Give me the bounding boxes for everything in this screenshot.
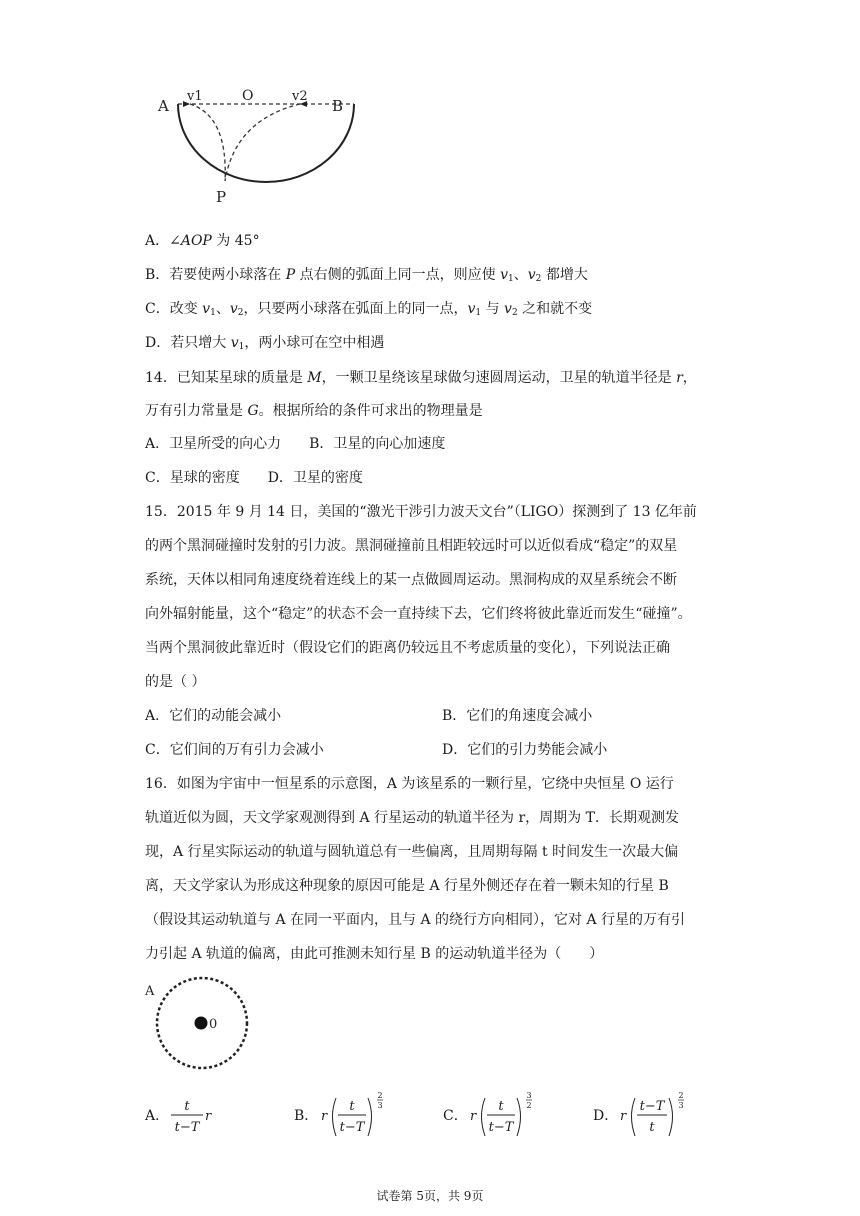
q13-option-c: C．改变 $v_1$、$v_2$，只要两小球落在弧面上的同一点，$v_1$ 与 $v_2$ 之和就不变 <box>145 301 593 318</box>
label-A: A <box>158 97 169 115</box>
star-O-label: 0 <box>209 1017 218 1032</box>
q15-option-c: C．它们间的万有引力会减小 <box>145 742 324 758</box>
q16-stem-line-3: 现，A 行星实际运动的轨道与圆轨道总有一些偏离，且周期每隔 t 时间发生一次最大偏 <box>145 844 679 860</box>
label-v2: v2 <box>292 89 308 104</box>
svg-text:3: 3 <box>678 1101 684 1110</box>
q15-stem-line-4: 向外辐射能量，这个“稳定”的状态不会一直持续下去，它们终将彼此靠近而发生“碰撞”。 <box>145 606 692 622</box>
q16-stem-line-6: 力引起 A 轨道的偏离，由此可推测未知行星 B 的运动轨道半径为（ ） <box>145 946 604 962</box>
q16-option-c: C． r t t−T 3 2 <box>443 1100 563 1144</box>
svg-text:r: r <box>470 1109 477 1124</box>
q15-stem-line-2: 的两个黑洞碰撞时发射的引力波。黑洞碰撞前且相距较远时可以近似看成“稳定”的双星 <box>145 538 678 554</box>
q15-stem-line-1: 15．2015 年 9 月 14 日，美国的“激光干涉引力波天文台”（LIGO）探测到了 13 亿年前 <box>145 504 697 520</box>
planet-A-label: A <box>145 984 155 999</box>
svg-text:r: r <box>620 1109 627 1124</box>
formula-d <box>617 1088 717 1144</box>
q16-option-b: B． r t t−T 2 3 <box>294 1100 414 1144</box>
svg-text:t−T: t−T <box>339 1120 365 1135</box>
q16-stem-line-4: 离，天文学家认为形成这种现象的原因可能是 A 行星外侧还存在着一颗未知的行星 B <box>145 878 669 894</box>
q16-stem-line-1: 16．如图为宇宙中一恒星系的示意图，A 为该星系的一颗行星，它绕中央恒星 O 运行 <box>145 776 674 792</box>
q15-stem-line-6: 的是（ ） <box>145 674 206 690</box>
label-B: B <box>332 97 344 115</box>
formula-b <box>318 1088 418 1144</box>
q14-options-cd: C．星球的密度 D．卫星的密度 <box>145 470 363 486</box>
svg-text:t: t <box>649 1120 655 1135</box>
q13-option-b: B．若要使两小球落在 P 点右侧的弧面上同一点，则应使 $v_1$、$v_2$ 都增大 <box>145 267 588 284</box>
q15-option-d: D．它们的引力势能会减小 <box>442 742 608 758</box>
q13-option-d: D．若只增大 $v_1$，两小球可在空中相遇 <box>145 335 385 352</box>
svg-text:t−T: t−T <box>488 1120 514 1135</box>
q15-stem-line-5: 当两个黑洞彼此靠近时（假设它们的距离仍较远且不考虑质量的变化），下列说法正确 <box>145 640 670 656</box>
q16-option-d: D． r t−T t 2 3 <box>593 1100 713 1144</box>
q16-stem-line-2: 轨道近似为圆，天文学家观测得到 A 行星运动的轨道半径为 r，周期为 T．长期观测发 <box>145 810 679 826</box>
svg-text:3: 3 <box>526 1091 532 1100</box>
svg-text:t−T: t−T <box>174 1120 200 1135</box>
semicircle-figure <box>150 80 370 210</box>
svg-text:t: t <box>349 1099 355 1114</box>
svg-text:t: t <box>184 1099 190 1114</box>
page-footer: 试卷第 5页，共 9页 <box>376 1189 484 1203</box>
orbit-figure <box>140 975 260 1080</box>
q15-stem-line-3: 系统，天体以相同角速度绕着连线上的某一点做圆周运动。黑洞构成的双星系统会不断 <box>145 572 677 588</box>
q15-option-b: B．它们的角速度会减小 <box>442 708 593 724</box>
q16-stem-line-5: （假设其运动轨道与 A 在同一平面内，且与 A 的绕行方向相同），它对 A 行星的万有引 <box>145 912 686 928</box>
svg-text:r: r <box>321 1109 328 1124</box>
svg-text:3: 3 <box>377 1101 383 1110</box>
q14-stem-line-2: 万有引力常量是 G。根据所给的条件可求出的物理量是 <box>145 403 483 419</box>
svg-text:2: 2 <box>377 1091 383 1100</box>
star-O-dot <box>195 1017 208 1030</box>
q15-option-a: A．它们的动能会减小 <box>145 708 282 724</box>
svg-text:r: r <box>205 1109 212 1124</box>
q16-option-a: A． t t−T r <box>145 1100 265 1144</box>
label-O: O <box>242 88 254 104</box>
q14-options-ab: A．卫星所受的向心力 B．卫星的向心加速度 <box>145 436 446 452</box>
svg-text:t: t <box>498 1099 504 1114</box>
svg-text:t−T: t−T <box>639 1099 665 1114</box>
label-v1: v1 <box>187 89 203 104</box>
label-P: P <box>216 188 227 206</box>
svg-text:2: 2 <box>678 1091 684 1100</box>
q14-stem-line-1: 14．已知某星球的质量是 M，一颗卫星绕该星球做匀速圆周运动，卫星的轨道半径是 r， <box>145 370 697 386</box>
formula-c <box>467 1088 567 1144</box>
q13-option-a: A．∠AOP 为 45° <box>145 233 260 249</box>
formula-a <box>169 1096 259 1140</box>
svg-text:2: 2 <box>526 1101 532 1110</box>
